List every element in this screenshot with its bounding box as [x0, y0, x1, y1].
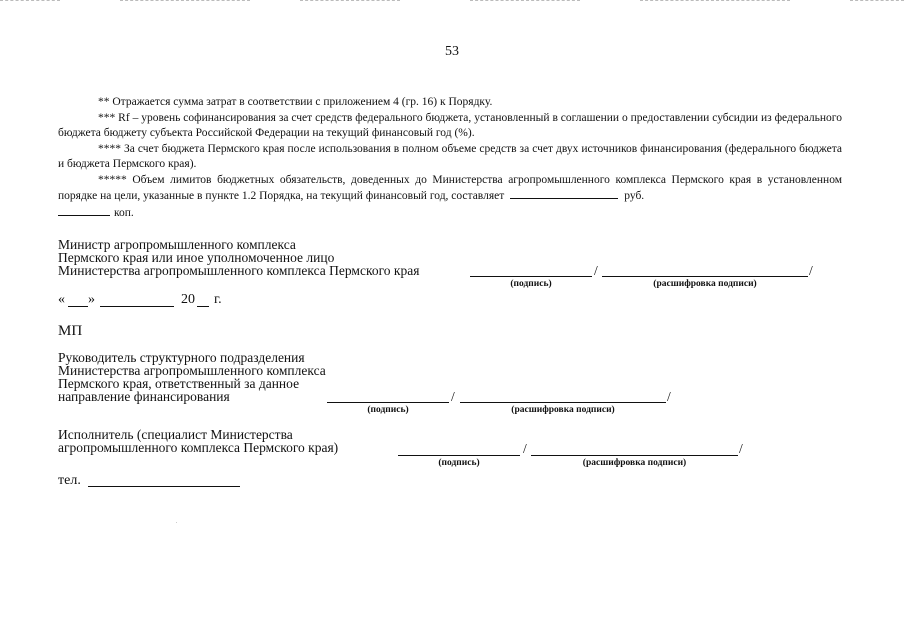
kop-amount-field[interactable]	[58, 205, 110, 216]
separator-slash: /	[739, 441, 743, 456]
minister-signature-caption: (подпись)	[510, 279, 552, 289]
minister-name-caption: (расшифровка подписи)	[653, 279, 757, 289]
rub-amount-field[interactable]	[510, 188, 618, 199]
top-edge-mark	[0, 0, 60, 2]
top-edge-mark	[120, 0, 250, 2]
head-name-line[interactable]	[460, 402, 666, 403]
separator-slash: /	[451, 389, 455, 404]
date-quote-close: »	[88, 292, 95, 307]
head-title-line2: Министерства агропромышленного комплекса	[58, 363, 326, 378]
minister-title-line2: Пермского края или иное уполномоченное лицо	[58, 250, 335, 265]
date-year-prefix: 20	[181, 292, 195, 307]
head-name-caption: (расшифровка подписи)	[511, 405, 615, 415]
top-edge-mark	[300, 0, 400, 2]
date-year-suffix: г.	[214, 292, 222, 307]
minister-title-line1: Министр агропромышленного комплекса	[58, 237, 296, 252]
page-number: 53	[445, 44, 459, 59]
date-day-field[interactable]	[68, 306, 88, 307]
footnote-3: *** Rf – уровень софинансирования за счет средств федерального бюджета, установленный в соглашении о предоставлении субсидии из федерального бюджета бюджету субъекта Российской Федерации на текущий финансовый год (%).	[58, 111, 842, 139]
top-edge-mark	[640, 0, 790, 2]
executor-title-line2: агропромышленного комплекса Пермского края)	[58, 440, 339, 455]
phone-field[interactable]	[88, 486, 240, 487]
footnotes	[58, 95, 842, 221]
rub-label: руб.	[624, 190, 645, 202]
head-title-line4: направление финансирования	[58, 389, 230, 404]
separator-slash: /	[523, 441, 527, 456]
date-month-field[interactable]	[100, 306, 174, 307]
separator-slash: /	[594, 263, 598, 278]
executor-signature-line[interactable]	[398, 455, 520, 456]
top-edge-mark	[470, 0, 580, 2]
head-title-line3: Пермского края, ответственный за данное	[58, 376, 300, 391]
kop-label: коп.	[114, 206, 134, 219]
footnote-5-text: ***** Объем лимитов бюджетных обязательств, доведенных до Министерства агропромышленного комплекса Пермского края в установленном порядке на цели, указанные в пункте 1.2 Порядка, на текущий финансовый год, составляет	[58, 173, 842, 202]
footnote-4: **** За счет бюджета Пермского края после использования в полном объеме средств за счет двух источников финансирования (федерального бюджета и бюджета Пермского края).	[58, 142, 842, 170]
scan-speck	[176, 522, 177, 523]
top-edge-mark	[850, 0, 904, 2]
minister-signature-line[interactable]	[470, 276, 592, 277]
date-quote-open: «	[58, 292, 65, 307]
separator-slash: /	[667, 389, 671, 404]
executor-name-line[interactable]	[531, 455, 738, 456]
phone-label: тел.	[58, 473, 81, 488]
footnote-5	[58, 173, 842, 222]
date-year-field[interactable]	[197, 306, 209, 307]
stamp-place-label: МП	[58, 323, 83, 339]
minister-title-line3: Министерства агропромышленного комплекса Пермского края	[58, 263, 420, 278]
footnote-2: ** Отражается сумма затрат в соответствии с приложением 4 (гр. 16) к Порядку.	[98, 96, 493, 108]
executor-signature-caption: (подпись)	[438, 458, 480, 468]
executor-title-line1: Исполнитель (специалист Министерства	[58, 427, 293, 442]
head-signature-line[interactable]	[327, 402, 449, 403]
separator-slash: /	[809, 263, 813, 278]
head-title-line1: Руководитель структурного подразделения	[58, 350, 305, 365]
minister-name-line[interactable]	[602, 276, 808, 277]
head-signature-caption: (подпись)	[367, 405, 409, 415]
executor-name-caption: (расшифровка подписи)	[582, 458, 687, 468]
